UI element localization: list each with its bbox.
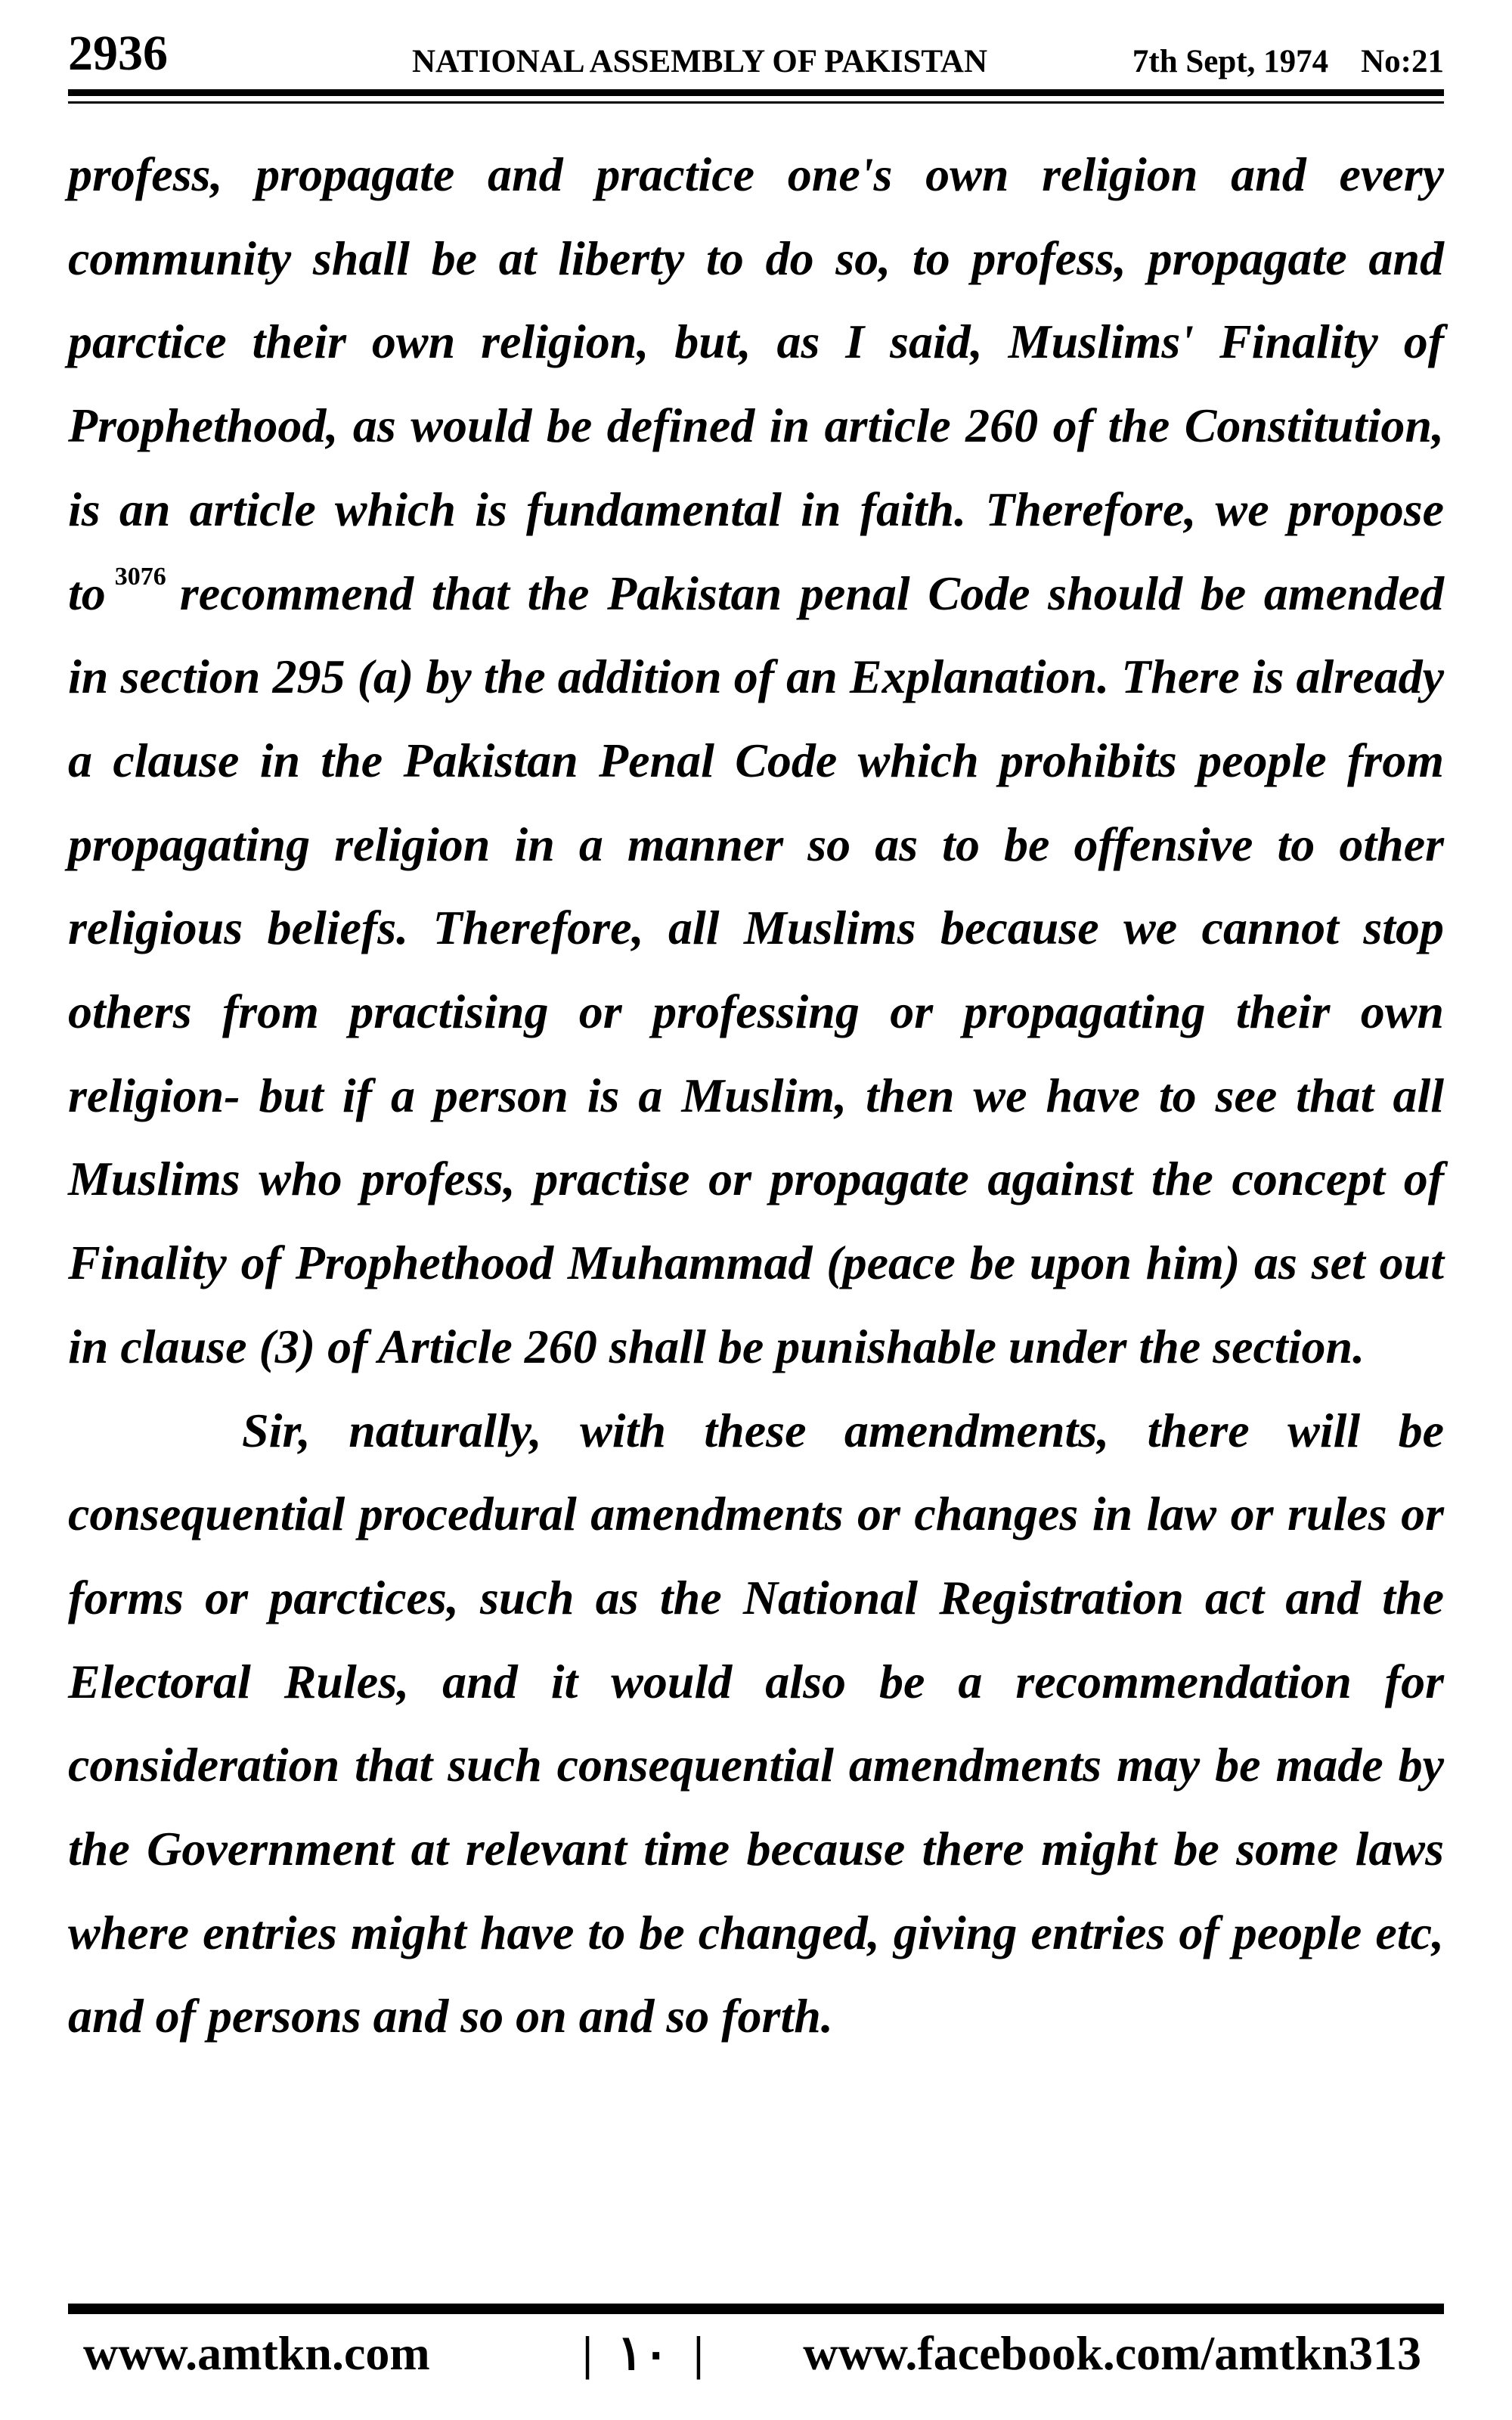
paragraph-1-part-1: profess, propagate and practice one's own religion and every community shall be at liberty to do so, to profess, propagate and parctice their own religion, but, as I said, Muslims' Finality of Prophethood, as would be defined in article 260 of the Constitution, is an article which is fundamental in faith. Therefore, we propose to [68, 147, 1444, 620]
body-text [68, 133, 1444, 2059]
footer-page-number: | ١٠ | [582, 2326, 704, 2380]
page-marker: 3076 [114, 563, 166, 591]
paragraph-2: Sir, naturally, with these amendments, there will be consequential procedural amendments or changes in law or rules or forms or parctices, such as the National Registration act and the Electoral Rules, and it would also be a recommendation for consideration that such consequential amendments may be made by the Government at relevant time because there might be some laws where entries might have to be changed, giving entries of people etc, and of persons and so on and so forth. [68, 1403, 1444, 2043]
header-date-issue: 7th Sept, 1974 No:21 [1132, 44, 1444, 79]
header-rule-thick [68, 89, 1444, 96]
paragraph-1 [68, 133, 1444, 1389]
header-rule-thin [68, 101, 1444, 104]
page-header [68, 23, 1444, 91]
footer-website-link[interactable]: www.amtkn.com [83, 2326, 430, 2380]
footer-facebook-link[interactable]: www.facebook.com/amtkn313 [803, 2326, 1421, 2380]
paragraph-1-part-2: recommend that the Pakistan penal Code should be amended in section 295 (a) by the addition of an Explanation. There is already a clause in the Pakistan Penal Code which prohibits people from propagating religion in a manner so as to be offensive to other religious beliefs. Therefore, all Muslims because we cannot stop others from practising or professing or propagating their own religion- but if a person is a Muslim, then we have to see that all Muslims who profess, practise or propagate against the concept of Finality of Prophethood Muhammad (peace be upon him) as set out in clause (3) of Article 260 shall be punishable under the section. [68, 566, 1444, 1373]
page-footer [68, 2326, 1444, 2397]
page-number: 2936 [68, 26, 168, 81]
header-title: NATIONAL ASSEMBLY OF PAKISTAN [412, 44, 988, 79]
footer-rule [68, 2304, 1444, 2314]
